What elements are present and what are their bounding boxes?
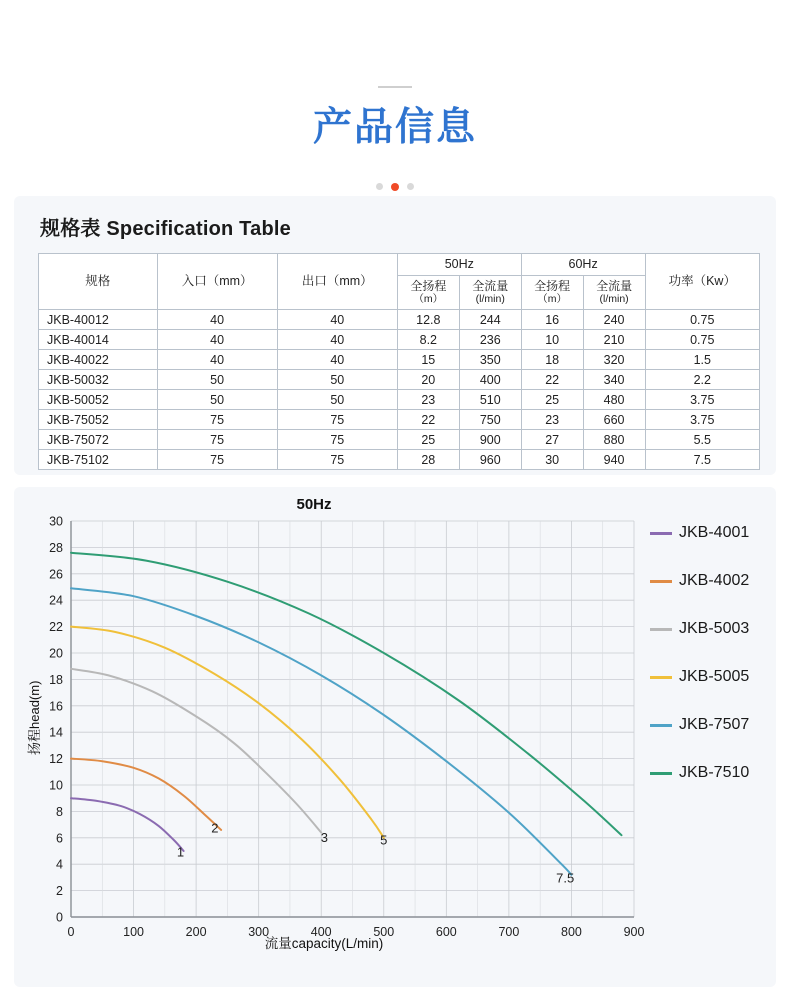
legend-swatch [650, 676, 672, 679]
table-cell-power: 3.75 [645, 390, 759, 410]
legend-label: JKB-4002 [679, 572, 750, 589]
table-cell-flow50: 350 [459, 350, 521, 370]
y-tick-label: 4 [56, 857, 63, 872]
col-header-head-50hz-label: 全扬程 [410, 278, 447, 293]
col-header-model: 规格 [39, 254, 158, 310]
table-cell-head60: 18 [521, 350, 583, 370]
col-group-60hz: 60Hz [521, 254, 645, 276]
table-cell-head50: 12.8 [397, 310, 459, 330]
chart-annotation: 2 [211, 820, 219, 836]
y-tick-label: 2 [56, 884, 63, 899]
carousel-dot-1[interactable] [376, 183, 383, 190]
chart-series-line [71, 553, 622, 836]
table-cell-model: JKB-50032 [39, 370, 158, 390]
table-cell-head50: 15 [397, 350, 459, 370]
performance-chart-panel [14, 487, 776, 987]
table-cell-flow60: 210 [583, 330, 645, 350]
table-cell-head50: 20 [397, 370, 459, 390]
y-tick-label: 24 [49, 593, 63, 608]
y-tick-label: 14 [49, 725, 63, 740]
table-cell-power: 2.2 [645, 370, 759, 390]
x-tick-label: 100 [123, 925, 144, 939]
table-cell-flow50: 750 [459, 410, 521, 430]
y-tick-label: 8 [56, 804, 63, 819]
col-header-head-50hz [397, 276, 459, 310]
table-cell-inlet: 50 [157, 390, 277, 410]
table-cell-inlet: 50 [157, 370, 277, 390]
table-cell-power: 5.5 [645, 430, 759, 450]
legend-label: JKB-5003 [679, 620, 750, 637]
table-cell-flow50: 244 [459, 310, 521, 330]
table-cell-outlet: 40 [277, 330, 397, 350]
chart-x-axis-label: 流量capacity(L/min) [264, 936, 384, 951]
y-tick-label: 6 [56, 831, 63, 846]
legend-item[interactable] [650, 749, 776, 797]
table-cell-outlet: 40 [277, 310, 397, 330]
col-header-flow-60hz-unit: (l/min) [599, 293, 629, 306]
table-cell-inlet: 75 [157, 430, 277, 450]
table-cell-head50: 23 [397, 390, 459, 410]
table-cell-model: JKB-75052 [39, 410, 158, 430]
table-cell-flow50: 510 [459, 390, 521, 410]
table-cell-head60: 10 [521, 330, 583, 350]
table-cell-model: JKB-50052 [39, 390, 158, 410]
col-header-inlet: 入口（mm） [157, 254, 277, 310]
col-header-head-60hz [521, 276, 583, 310]
table-cell-outlet: 75 [277, 450, 397, 470]
table-cell-power: 0.75 [645, 310, 759, 330]
table-cell-head60: 22 [521, 370, 583, 390]
carousel-dot-3[interactable] [407, 183, 414, 190]
table-cell-power: 3.75 [645, 410, 759, 430]
chart-legend [650, 509, 776, 797]
chart-annotation: 7.5 [556, 870, 575, 886]
x-tick-label: 900 [623, 925, 645, 939]
legend-swatch [650, 772, 672, 775]
table-cell-head50: 8.2 [397, 330, 459, 350]
legend-item[interactable] [650, 653, 776, 701]
table-cell-flow60: 940 [583, 450, 645, 470]
y-tick-label: 26 [49, 567, 63, 582]
col-group-50hz: 50Hz [397, 254, 521, 276]
legend-item[interactable] [650, 605, 776, 653]
chart-annotation: 1 [176, 844, 185, 860]
table-cell-outlet: 75 [277, 410, 397, 430]
legend-swatch [650, 580, 672, 583]
table-cell-flow60: 240 [583, 310, 645, 330]
table-cell-power: 0.75 [645, 330, 759, 350]
x-tick-label: 700 [498, 925, 520, 939]
table-cell-flow60: 480 [583, 390, 645, 410]
table-cell-flow60: 320 [583, 350, 645, 370]
table-row [39, 350, 760, 370]
legend-swatch [650, 532, 672, 535]
table-cell-inlet: 75 [157, 410, 277, 430]
legend-label: JKB-7510 [679, 764, 750, 781]
table-cell-inlet: 75 [157, 450, 277, 470]
table-cell-flow60: 660 [583, 410, 645, 430]
page-title: 产品信息 [312, 106, 477, 149]
col-header-flow-50hz-label: 全流量 [472, 278, 509, 293]
chart-series-line [71, 798, 184, 851]
table-row [39, 450, 760, 470]
y-tick-label: 18 [49, 672, 63, 687]
col-header-flow-60hz [583, 276, 645, 310]
table-cell-head50: 22 [397, 410, 459, 430]
specification-panel [14, 196, 776, 475]
col-header-flow-50hz-unit: (l/min) [475, 293, 505, 306]
x-tick-label: 400 [310, 925, 332, 939]
table-cell-inlet: 40 [157, 310, 277, 330]
table-cell-head60: 16 [521, 310, 583, 330]
table-cell-head60: 23 [521, 410, 583, 430]
legend-item[interactable] [650, 557, 776, 605]
table-cell-flow50: 960 [459, 450, 521, 470]
table-cell-flow60: 880 [583, 430, 645, 450]
legend-label: JKB-5005 [679, 668, 750, 685]
table-cell-inlet: 40 [157, 330, 277, 350]
chart-series-line [71, 759, 221, 830]
specification-table [38, 253, 760, 470]
legend-item[interactable] [650, 509, 776, 557]
x-tick-label: 800 [561, 925, 582, 939]
y-tick-label: 22 [49, 620, 63, 635]
y-tick-label: 10 [49, 778, 63, 793]
table-cell-outlet: 75 [277, 430, 397, 450]
table-cell-model: JKB-75102 [39, 450, 158, 470]
col-header-outlet: 出口（mm） [277, 254, 397, 310]
legend-label: JKB-4001 [679, 524, 750, 541]
table-cell-power: 7.5 [645, 450, 759, 470]
table-cell-outlet: 40 [277, 350, 397, 370]
col-header-head-60hz-label: 全扬程 [534, 278, 571, 293]
y-tick-label: 30 [49, 514, 63, 529]
x-tick-label: 200 [185, 925, 207, 939]
table-cell-power: 1.5 [645, 350, 759, 370]
legend-swatch [650, 724, 672, 727]
page-header [0, 0, 790, 196]
col-header-power: 功率（Kw） [645, 254, 759, 310]
table-cell-head50: 25 [397, 430, 459, 450]
y-tick-label: 0 [56, 910, 63, 925]
table-cell-flow50: 400 [459, 370, 521, 390]
table-cell-head60: 27 [521, 430, 583, 450]
x-tick-label: 500 [373, 925, 395, 939]
table-row [39, 330, 760, 350]
table-row [39, 390, 760, 410]
table-cell-outlet: 50 [277, 390, 397, 410]
table-cell-outlet: 50 [277, 370, 397, 390]
col-header-flow-50hz [459, 276, 521, 310]
table-cell-head60: 25 [521, 390, 583, 410]
specification-title: 规格表 Specification Table [40, 218, 291, 240]
title-divider [378, 86, 412, 89]
table-cell-head50: 28 [397, 450, 459, 470]
x-tick-label: 0 [67, 925, 75, 939]
table-cell-flow50: 236 [459, 330, 521, 350]
table-cell-model: JKB-40012 [39, 310, 158, 330]
chart-y-axis-label: 扬程head(m) [27, 680, 42, 755]
x-tick-label: 600 [435, 925, 457, 939]
y-tick-label: 16 [49, 699, 63, 714]
chart-title: 50Hz [296, 496, 332, 513]
y-tick-label: 12 [49, 752, 63, 767]
y-tick-label: 28 [49, 540, 63, 555]
table-cell-flow60: 340 [583, 370, 645, 390]
table-row [39, 430, 760, 450]
legend-swatch [650, 628, 672, 631]
table-row [39, 310, 760, 330]
specification-table-body [39, 310, 760, 470]
table-cell-flow50: 900 [459, 430, 521, 450]
y-tick-label: 20 [49, 646, 63, 661]
table-cell-head60: 30 [521, 450, 583, 470]
table-row [39, 410, 760, 430]
chart-annotation: 3 [320, 829, 328, 845]
col-header-head-60hz-unit: （m） [537, 293, 568, 306]
table-cell-model: JKB-40022 [39, 350, 158, 370]
legend-label: JKB-7507 [679, 716, 750, 733]
table-cell-model: JKB-75072 [39, 430, 158, 450]
table-cell-inlet: 40 [157, 350, 277, 370]
table-group-header-row [39, 254, 760, 276]
col-header-head-50hz-unit: （m） [413, 293, 444, 306]
chart-annotation: 5 [380, 832, 388, 848]
legend-item[interactable] [650, 701, 776, 749]
col-header-flow-60hz-label: 全流量 [596, 278, 633, 293]
table-cell-model: JKB-40014 [39, 330, 158, 350]
x-tick-label: 300 [248, 925, 270, 939]
carousel-dot-2[interactable] [391, 183, 399, 191]
carousel-dots[interactable] [0, 178, 790, 196]
table-row [39, 370, 760, 390]
